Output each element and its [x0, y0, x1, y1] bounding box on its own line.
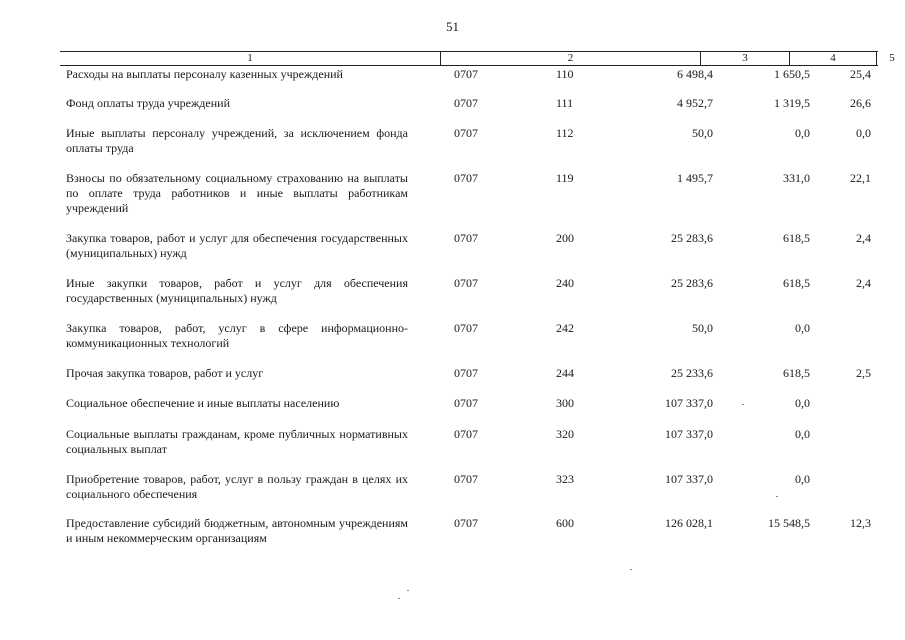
- row-section-code: 0707: [454, 96, 478, 110]
- scan-speck: [407, 590, 409, 591]
- row-description: Социальные выплаты гражданам, кроме публичных нормативных социальных выплат: [66, 427, 408, 456]
- row-description: Расходы на выплаты персоналу казенных учреждений: [66, 67, 343, 81]
- row-expense-type: 300: [556, 396, 574, 410]
- scan-speck: [742, 404, 744, 405]
- row-planned: 1 495,7: [677, 171, 713, 185]
- row-expense-type: 244: [556, 366, 574, 380]
- row-percent: 2,5: [856, 366, 871, 380]
- row-executed: 1 650,5: [774, 67, 810, 81]
- row-section-code: 0707: [454, 126, 478, 140]
- row-expense-type: 240: [556, 276, 574, 290]
- row-executed: 0,0: [795, 126, 810, 140]
- row-section-code: 0707: [454, 231, 478, 245]
- scan-speck: [776, 496, 778, 497]
- row-section-code: 0707: [454, 171, 478, 185]
- row-executed: 0,0: [795, 396, 810, 410]
- row-planned: 107 337,0: [665, 427, 713, 441]
- row-description: Закупка товаров, работ, услуг в сфере информационно-коммуникационных технологий: [66, 321, 408, 350]
- row-description: Предоставление субсидий бюджетным, автономным учреждениям и иным некоммерческим организациям: [66, 516, 408, 545]
- row-expense-type: 600: [556, 516, 574, 530]
- row-description: Социальное обеспечение и иные выплаты населению: [66, 396, 340, 410]
- header-col-5: 5: [876, 52, 905, 65]
- row-section-code: 0707: [454, 516, 478, 530]
- row-section-code: 0707: [454, 321, 478, 335]
- row-expense-type: 200: [556, 231, 574, 245]
- row-description: Прочая закупка товаров, работ и услуг: [66, 366, 264, 380]
- row-section-code: 0707: [454, 276, 478, 290]
- row-planned: 25 283,6: [671, 231, 713, 245]
- row-percent: 2,4: [856, 231, 871, 245]
- row-description: Иные выплаты персоналу учреждений, за исключением фонда оплаты труда: [66, 126, 408, 155]
- row-expense-type: 242: [556, 321, 574, 335]
- row-percent: 26,6: [850, 96, 871, 110]
- row-executed: 0,0: [795, 321, 810, 335]
- row-description: Приобретение товаров, работ, услуг в пользу граждан в целях их социального обеспечения: [66, 472, 408, 501]
- row-planned: 126 028,1: [665, 516, 713, 530]
- row-executed: 0,0: [795, 427, 810, 441]
- scan-speck: [630, 569, 632, 570]
- row-description: Взносы по обязательному социальному страхованию на выплаты по оплате труда работников и иные выплаты работникам учреждений: [66, 171, 408, 215]
- row-percent: 22,1: [850, 171, 871, 185]
- row-executed: 15 548,5: [768, 516, 810, 530]
- row-section-code: 0707: [454, 396, 478, 410]
- row-executed: 618,5: [783, 276, 810, 290]
- row-executed: 618,5: [783, 366, 810, 380]
- row-expense-type: 119: [556, 171, 574, 185]
- row-planned: 50,0: [692, 321, 713, 335]
- row-planned: 50,0: [692, 126, 713, 140]
- row-planned: 25 233,6: [671, 366, 713, 380]
- row-description: Закупка товаров, работ и услуг для обеспечения государственных (муниципальных) нужд: [66, 231, 408, 260]
- page-number: 51: [446, 19, 459, 34]
- row-percent: 2,4: [856, 276, 871, 290]
- row-expense-type: 323: [556, 472, 574, 486]
- row-percent: 12,3: [850, 516, 871, 530]
- row-planned: 107 337,0: [665, 396, 713, 410]
- row-description: Иные закупки товаров, работ и услуг для обеспечения государственных (муниципальных) нужд: [66, 276, 408, 305]
- row-section-code: 0707: [454, 67, 478, 81]
- scan-speck: [398, 598, 400, 599]
- row-executed: 1 319,5: [774, 96, 810, 110]
- row-description: Фонд оплаты труда учреждений: [66, 96, 230, 110]
- row-percent: 25,4: [850, 67, 871, 81]
- row-expense-type: 111: [556, 96, 574, 110]
- header-col-4: 4: [789, 52, 876, 65]
- row-planned: 6 498,4: [677, 67, 713, 81]
- row-planned: 107 337,0: [665, 472, 713, 486]
- row-planned: 4 952,7: [677, 96, 713, 110]
- row-executed: 618,5: [783, 231, 810, 245]
- table-header: [60, 51, 895, 66]
- row-planned: 25 283,6: [671, 276, 713, 290]
- row-executed: 331,0: [783, 171, 810, 185]
- row-section-code: 0707: [454, 427, 478, 441]
- row-expense-type: 320: [556, 427, 574, 441]
- row-section-code: 0707: [454, 366, 478, 380]
- header-col-1: 1: [247, 52, 253, 64]
- row-expense-type: 110: [556, 67, 574, 81]
- row-executed: 0,0: [795, 472, 810, 486]
- row-expense-type: 112: [556, 126, 574, 140]
- header-col-2: 2: [440, 52, 700, 65]
- row-percent: 0,0: [856, 126, 871, 140]
- row-section-code: 0707: [454, 472, 478, 486]
- header-col-3: 3: [700, 52, 789, 65]
